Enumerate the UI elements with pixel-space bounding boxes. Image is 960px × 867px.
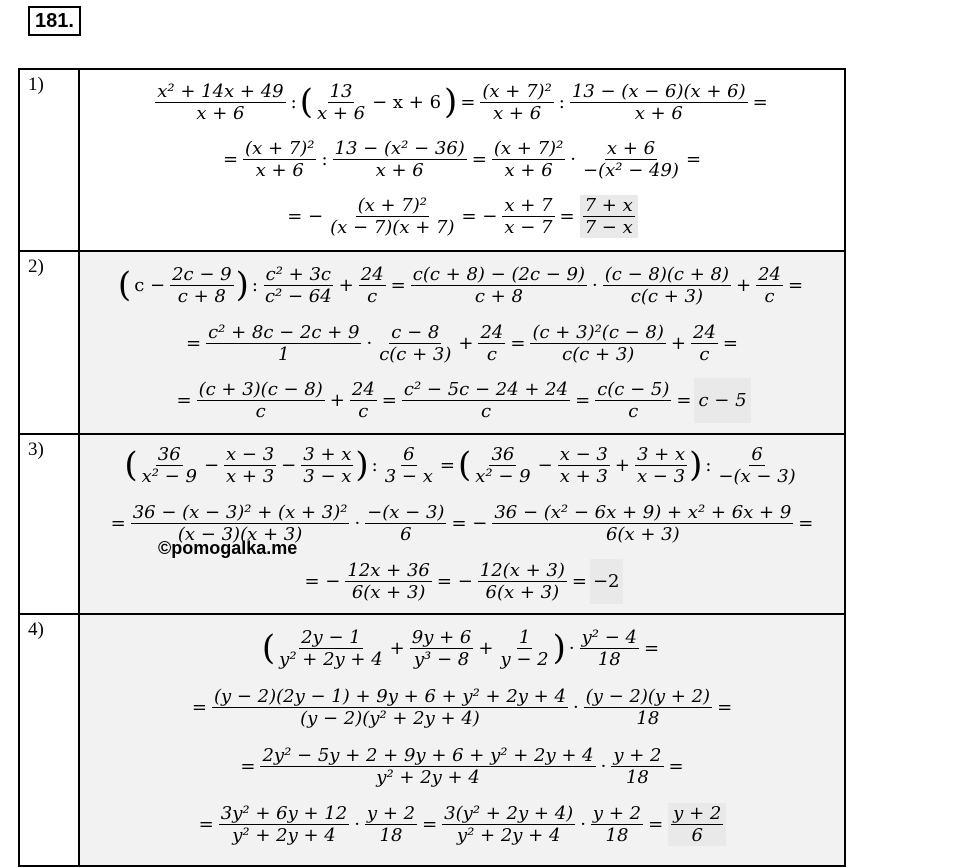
table-row <box>19 434 845 614</box>
table-row <box>19 614 845 866</box>
row-label: 4) <box>19 614 79 866</box>
answer-box: −2 <box>590 559 623 604</box>
row-solution <box>79 251 845 434</box>
equation-line: = $\frac{(c + 3)(c - 8)}{c}$ + $\frac{24}{c}$ = $\frac{\text{c² − 5c − 24 + 24}}{c}$ = $\frac{c(c - 5)}{c}$ = c − 5 <box>173 372 750 428</box>
row-label: 3) <box>19 434 79 614</box>
equation-line: $\frac{\text{x² + 14x + 49}}{x + 6}$ : ( $\frac{13}{x + 6}$ − x + 6 ) = $\frac{\text{(x + 7)²}}{x + 6}$ : $\frac{13 - (x - 6)(x + 6)}{x + 6}$ = <box>157 80 768 124</box>
equation-line: = $\frac{\text{3y² + 6y + 12}}{\text{y² + 2y + 4}}$ · $\frac{y + 2}{18}$ = $\frac{\text{3(y² + 2y + 4)}}{\text{y² + 2y + 4}}$ · $\frac{y + 2}{18}$ = $\frac{y + 2}{6}$ <box>196 795 729 853</box>
equation-line: = $\frac{\text{2y² − 5y + 2 + 9y + 6 + y² + 2y + 4}}{\text{y² + 2y + 4}}$ · $\frac{y + 2}{18}$ = <box>240 744 684 788</box>
row-label: 2) <box>19 251 79 434</box>
equation-line: = $\frac{\text{c² + 8c − 2c + 9}}{1}$ · $\frac{c - 8}{c(c + 3)}$ + $\frac{24}{c}$ = $\frac{\text{(c + 3)²(c − 8)}}{c(c + 3)}$ + $\frac{24}{c}$ = <box>185 321 739 365</box>
problem-number: 181. <box>28 6 81 36</box>
equation-line: = − $\frac{\text{(x + 7)²}}{(x - 7)(x + 7)}$ = − $\frac{x + 7}{x - 7}$ = $\frac{7 + x}{7 - x}$ <box>284 188 640 244</box>
watermark: ©pomogalka.me <box>158 538 298 558</box>
equation-line: = − $\frac{12x + 36}{6(x + 3)}$ = − $\frac{12(x + 3)}{6(x + 3)}$ = −2 <box>302 553 623 609</box>
solution-table <box>18 68 846 867</box>
answer-box: c − 5 <box>694 378 750 423</box>
answer-box: $\frac{y + 2}{6}$ <box>668 803 726 846</box>
row-label: 1) <box>19 69 79 251</box>
answer-box: $\frac{7 + x}{7 - x}$ <box>580 195 638 238</box>
equation-line: = $\frac{\text{(y − 2)(2y − 1) + 9y + 6 + y² + 2y + 4}}{\text{(y − 2)(y² + 2y + 4)}}$ · $\frac{(y - 2)(y + 2)}{18}$ = <box>191 685 733 729</box>
equation-line: ( c − $\frac{2c - 9}{c + 8}$ ) : $\frac{\text{c² + 3c}}{\text{c² − 64}}$ + $\frac{24}{c}$ = $\frac{c(c + 8) - (2c - 9)}{c + 8}$ · $\frac{(c - 8)(c + 8)}{c(c + 3)}$ + $\frac{24}{c}$ = <box>117 263 804 307</box>
equation-line: = $\frac{\text{36 − (x − 3)² + (x + 3)²}}{(x - 3)(x + 3)}$ · $\frac{-(x - 3)}{6}$ = − $\frac{\text{36 − (x² − 6x + 9) + x² + 6x + 9}}{6(x + 3)}$ = <box>110 501 814 545</box>
row-solution <box>79 614 845 866</box>
table-row <box>19 69 845 251</box>
equation-line: ( $\frac{36}{\text{x² − 9}}$ − $\frac{x - 3}{x + 3}$ − $\frac{3 + x}{3 - x}$ ) : $\frac{6}{3 - x}$ = ( $\frac{36}{\text{x² − 9}}$ − $\frac{x - 3}{x + 3}$ + $\frac{3 + x}{x - 3}$ ) : $\frac{6}{-(x - 3)}$ <box>124 443 796 487</box>
equation-line: ( $\frac{2y - 1}{\text{y² + 2y + 4}}$ + $\frac{9y + 6}{\text{y³ − 8}}$ + $\frac{1}{y - 2}$ ) · $\frac{\text{y² − 4}}{18}$ = <box>261 626 660 670</box>
equation-line: = $\frac{\text{(x + 7)²}}{x + 6}$ : $\frac{\text{13 − (x² − 36)}}{x + 6}$ = $\frac{\text{(x + 7)²}}{x + 6}$ · $\frac{x + 6}{\text{−(x² − 49)}}$ = <box>222 137 702 181</box>
row-solution <box>79 434 845 614</box>
row-solution <box>79 69 845 251</box>
table-row <box>19 251 845 434</box>
